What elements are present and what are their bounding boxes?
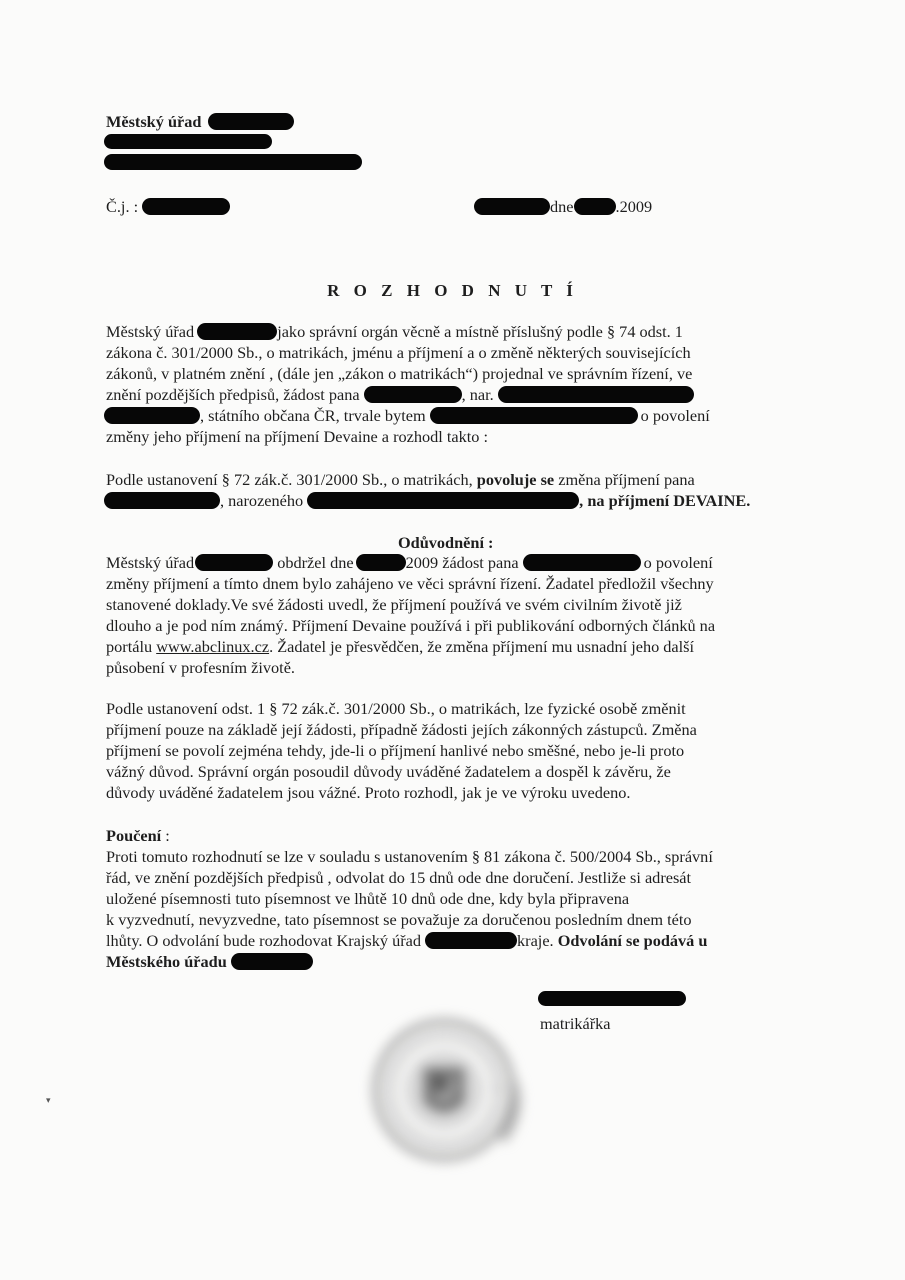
redaction-applicant-name xyxy=(364,386,462,403)
reasoning-text: obdržel dne xyxy=(277,553,354,572)
instruction-line-4: k vyzvednutí, nevyzvedne, tato písemnost se považuje za doručenou posledním dnem této xyxy=(106,910,692,929)
redaction-date xyxy=(356,554,406,571)
reasoning-text: portálu xyxy=(106,637,153,656)
reasoning-line-5 xyxy=(106,636,694,657)
redaction-date xyxy=(574,198,616,215)
instruction-line-2: řád, ve znění pozdějších předpisů , odvolat do 15 dnů ode dne doručení. Jestliže si adresát xyxy=(106,868,692,887)
verdict-bold-text: povoluje se xyxy=(476,470,555,489)
reasoning-text: . Žadatel je přesvědčen, že změna příjmení mu usnadní jeho další xyxy=(269,637,695,656)
law-line-4: vážný důvod. Správní orgán posoudil důvody uváděné žadatelem a dospěl k závěru, že xyxy=(106,762,671,781)
verdict-text: změna příjmení pana xyxy=(558,470,695,489)
date-prefix: dne xyxy=(550,197,574,216)
date-suffix: .2009 xyxy=(615,197,653,216)
document-title: R O Z H O D N U T Í xyxy=(327,281,578,300)
reasoning-line-6: působení v profesním životě. xyxy=(106,658,296,677)
redaction-applicant-name xyxy=(104,492,220,509)
instruction-line-3: uložené písemnosti tuto písemnost ve lhůtě 10 dnů ode dne, kdy byla připravena xyxy=(106,889,630,908)
intro-text: jako správní orgán věcně a místně příslušný podle § 74 odst. 1 xyxy=(277,322,683,341)
abclinux-link[interactable]: www.abclinux.cz xyxy=(156,637,270,656)
scan-speck: ▾ xyxy=(46,1095,51,1105)
reasoning-text: 2009 žádost pana xyxy=(405,553,519,572)
intro-line-2: zákona č. 301/2000 Sb., o matrikách, jménu a příjmení a o změně některých souvisejících xyxy=(106,343,691,362)
redaction-official-name xyxy=(538,991,686,1006)
intro-line-6: změny jeho příjmení na příjmení Devaine a rozhodl takto : xyxy=(106,427,489,446)
law-line-2: příjmení pouze na základě její žádosti, případně žádosti jejích zákonných zástupců. Změna xyxy=(106,720,697,739)
instruction-line-5 xyxy=(106,930,707,951)
redaction-office-name xyxy=(231,953,313,970)
reasoning-line-2: změny příjmení a tímto dnem bylo zahájeno ve věci správní řízení. Žadatel předložil všechny xyxy=(106,574,714,593)
redaction-region-name xyxy=(425,932,517,949)
instruction-text: kraje. xyxy=(517,931,554,950)
intro-line-5 xyxy=(106,405,710,426)
instruction-heading-rest: : xyxy=(161,826,170,845)
intro-line-4 xyxy=(106,384,694,405)
redaction-birth-data-continued xyxy=(104,407,200,424)
law-line-5: důvody uváděné žadatelem jsou vážné. Proto rozhodl, jak je ve výroku uvedeno. xyxy=(106,783,631,802)
reasoning-text: o povolení xyxy=(643,553,713,572)
verdict-bold-text: , na příjmení DEVAINE. xyxy=(579,491,751,510)
reasoning-line-3: stanovené doklady.Ve své žádosti uvedl, že příjmení používá ve svém civilním životě již xyxy=(106,595,682,614)
date-line xyxy=(474,196,652,217)
intro-line-3: zákonů, v platném znění , (dále jen „zákon o matrikách“) projednal ve správním řízení, ve xyxy=(106,364,693,383)
instruction-bold-text: Odvolání se podává u xyxy=(557,931,708,950)
verdict-line-2 xyxy=(106,490,750,511)
intro-text: Městský úřad xyxy=(106,322,195,341)
redaction-residence xyxy=(430,407,638,424)
instruction-heading-bold: Poučení xyxy=(106,826,162,845)
intro-text: znění pozdějších předpisů, žádost pana xyxy=(106,385,360,404)
redaction-birth-data xyxy=(498,386,694,403)
instruction-line-1: Proti tomuto rozhodnutí se lze v souladu s ustanovením § 81 zákona č. 500/2004 Sb., správní xyxy=(106,847,713,866)
redaction-place xyxy=(474,198,550,215)
reasoning-line-1 xyxy=(106,552,713,573)
reasoning-heading: Odůvodnění : xyxy=(398,533,494,552)
intro-line-1 xyxy=(106,321,683,342)
reasoning-text: Městský úřad xyxy=(106,553,195,572)
intro-text: , státního občana ČR, trvale bytem xyxy=(200,406,426,425)
verdict-text: Podle ustanovení § 72 zák.č. 301/2000 Sb., o matrikách, xyxy=(106,470,473,489)
redaction-office-name xyxy=(195,554,273,571)
redaction-office-name xyxy=(197,323,277,340)
reference-line xyxy=(106,196,230,217)
redaction-address-2 xyxy=(104,154,362,170)
redaction-address-1 xyxy=(104,134,272,149)
official-seal-stamp xyxy=(352,1010,552,1170)
instruction-bold-text: Městského úřadu xyxy=(106,952,227,971)
redaction-office-name xyxy=(208,113,294,130)
instruction-line-6 xyxy=(106,951,313,972)
office-line xyxy=(106,111,294,132)
signature-role: matrikářka xyxy=(540,1014,611,1033)
redaction-birth-data xyxy=(307,492,579,509)
verdict-text: , narozeného xyxy=(220,491,304,510)
redaction-reference-number xyxy=(142,198,230,215)
redaction-applicant-name xyxy=(523,554,641,571)
verdict-line-1 xyxy=(106,469,695,490)
law-line-1: Podle ustanovení odst. 1 § 72 zák.č. 301/2000 Sb., o matrikách, lze fyzické osobě změnit xyxy=(106,699,686,718)
office-label: Městský úřad xyxy=(106,112,202,131)
intro-text: o povolení xyxy=(640,406,710,425)
instruction-text: lhůty. O odvolání bude rozhodovat Krajský úřad xyxy=(106,931,422,950)
intro-text: , nar. xyxy=(461,385,494,404)
instruction-heading xyxy=(106,825,170,846)
law-line-3: příjmení se povolí zejména tehdy, jde-li o příjmení hanlivé nebo směšné, nebo je-li proto xyxy=(106,741,685,760)
reference-label: Č.j. : xyxy=(106,197,139,216)
reasoning-line-4: dlouho a je pod ním známý. Příjmení Devaine používá i při publikování odborných článků na xyxy=(106,616,716,635)
